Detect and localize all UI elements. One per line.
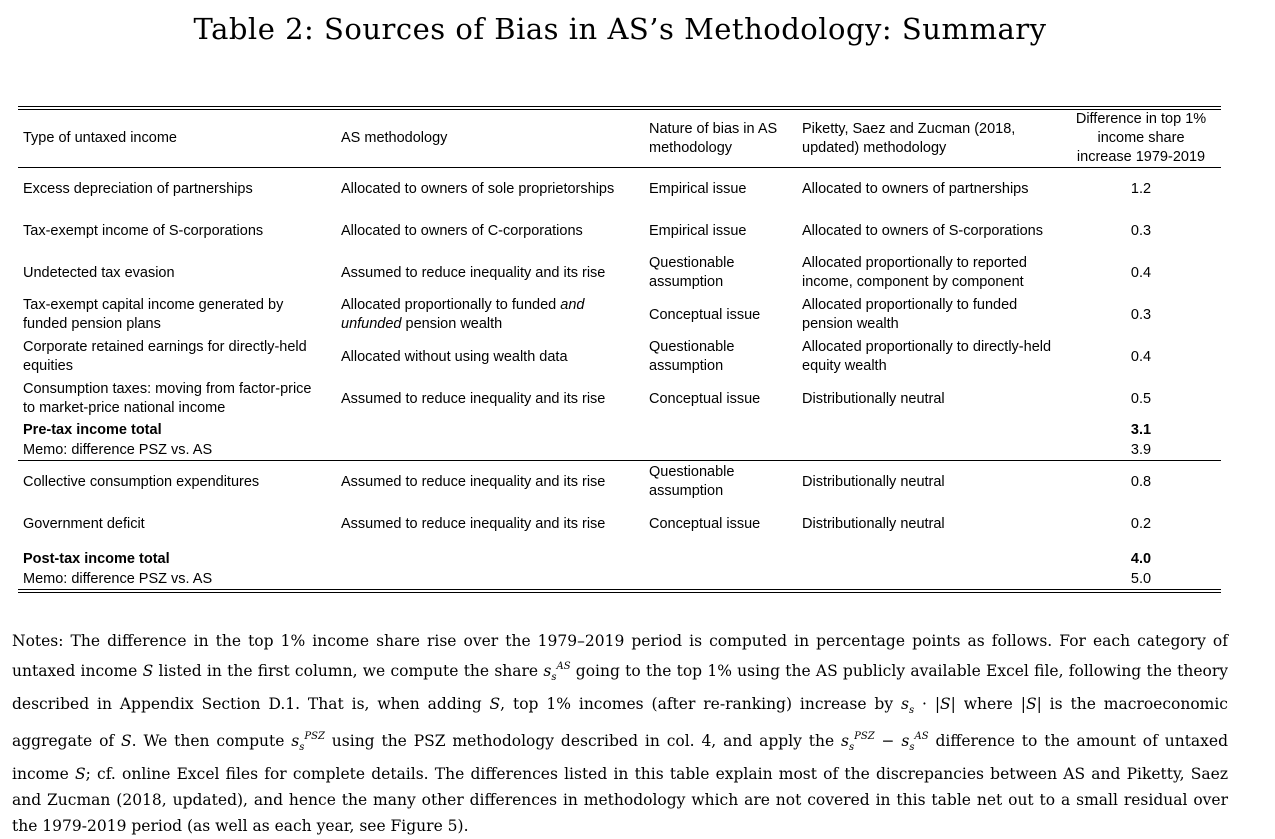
pretax-total-label: Pre-tax income total xyxy=(23,421,162,438)
bias-nature-cell: Questionable assumption xyxy=(649,339,735,374)
table-notes: Notes: The difference in the top 1% income share rise over the 1979–2019 period is computed in percentage points as follows. For each category of untaxed income S listed in the first column, we compute the share $s_s^{AS}$ going to the top 1% using the AS publicly available Excel file, following the theory described in Appendix Section D.1. That is, when adding S, top 1% incomes (after re-ranking) increase by $s_s \cdot |S|$ where |S| is the macroeconomic aggregate of S. We then compute $s_s^{PSZ}$ using the PSZ methodology described in col. 4, and apply the $s_s^{PSZ} - s_s^{AS}$ difference to the amount of untaxed income S; cf. online Excel files for complete details. The differences listed in this table explain most of the discrepancies between AS and Piketty, Saez and Zucman (2018, updated), and hence the many other differences in methodology which are not covered in this table net out to a small residual over the 1979-2019 period (as well as each year, see Figure 5). xyxy=(12,632,1229,835)
header-row xyxy=(18,110,1221,167)
posttax-total-row xyxy=(18,549,1221,569)
type-cell: Tax-exempt capital income generated by funded pension plans xyxy=(23,297,284,332)
psz-method-cell: Allocated proportionally to funded pension wealth xyxy=(802,297,1018,332)
table-title: Table 2: Sources of Bias in AS’s Methodology: Summary xyxy=(193,12,1047,46)
posttax-memo-label: Memo: difference PSZ vs. AS xyxy=(23,570,213,587)
bias-summary-table xyxy=(18,106,1221,593)
table-row xyxy=(18,503,1221,545)
header-difference: Difference in top 1% income share increase 1979-2019 xyxy=(1075,111,1207,165)
table-row xyxy=(18,378,1221,420)
type-cell: Excess depreciation of partnerships xyxy=(23,180,253,197)
header-type: Type of untaxed income xyxy=(23,130,177,146)
posttax-memo-value: 5.0 xyxy=(1130,570,1152,587)
header-psz-methodology: Piketty, Saez and Zucman (2018, updated) methodology xyxy=(802,120,1016,156)
posttax-total-value: 4.0 xyxy=(1130,550,1152,567)
header-nature-of-bias: Nature of bias in AS methodology xyxy=(649,120,778,156)
bias-nature-cell: Questionable assumption xyxy=(649,464,735,499)
table-row xyxy=(18,336,1221,378)
difference-cell: 0.4 xyxy=(1130,264,1152,281)
bottom-double-rule xyxy=(18,589,1221,593)
header-as-methodology: AS methodology xyxy=(341,130,448,146)
type-cell: Government deficit xyxy=(23,515,145,532)
table-row xyxy=(18,294,1221,336)
pretax-total-value: 3.1 xyxy=(1130,421,1152,438)
bias-nature-cell: Questionable assumption xyxy=(649,255,735,290)
as-method-cell: Allocated proportionally to funded and unfunded pension wealth xyxy=(341,297,585,332)
psz-method-cell: Allocated to owners of partnerships xyxy=(802,180,1029,197)
posttax-total-label: Post-tax income total xyxy=(23,550,170,567)
bias-nature-cell: Conceptual issue xyxy=(649,390,761,407)
psz-method-cell: Allocated proportionally to reported income, component by component xyxy=(802,255,1027,290)
pretax-memo-row xyxy=(18,440,1221,460)
difference-cell: 0.2 xyxy=(1130,515,1152,532)
posttax-memo-row xyxy=(18,569,1221,589)
difference-cell: 0.3 xyxy=(1130,222,1152,239)
type-cell: Undetected tax evasion xyxy=(23,264,175,281)
difference-cell: 0.3 xyxy=(1130,306,1152,323)
bias-nature-cell: Empirical issue xyxy=(649,180,747,197)
bias-nature-cell: Conceptual issue xyxy=(649,515,761,532)
as-method-cell: Assumed to reduce inequality and its rise xyxy=(341,515,606,532)
difference-cell: 0.5 xyxy=(1130,390,1152,407)
bias-nature-cell: Conceptual issue xyxy=(649,306,761,323)
difference-cell: 0.8 xyxy=(1130,473,1152,490)
as-method-cell: Allocated without using wealth data xyxy=(341,348,568,365)
table-row xyxy=(18,252,1221,294)
bias-nature-cell: Empirical issue xyxy=(649,222,747,239)
psz-method-cell: Distributionally neutral xyxy=(802,473,945,490)
type-cell: Tax-exempt income of S-corporations xyxy=(23,222,264,239)
as-method-cell: Assumed to reduce inequality and its rise xyxy=(341,264,606,281)
as-method-cell: Allocated to owners of sole proprietorships xyxy=(341,180,615,197)
type-cell: Corporate retained earnings for directly-held equities xyxy=(23,339,307,374)
table-row xyxy=(18,210,1221,252)
psz-method-cell: Allocated proportionally to directly-held equity wealth xyxy=(802,339,1052,374)
psz-method-cell: Distributionally neutral xyxy=(802,390,945,407)
difference-cell: 1.2 xyxy=(1130,180,1152,197)
type-cell: Collective consumption expenditures xyxy=(23,473,260,490)
pretax-total-row xyxy=(18,420,1221,440)
difference-cell: 0.4 xyxy=(1130,348,1152,365)
psz-method-cell: Allocated to owners of S-corporations xyxy=(802,222,1043,239)
table-row xyxy=(18,461,1221,503)
as-method-cell: Assumed to reduce inequality and its rise xyxy=(341,390,606,407)
psz-method-cell: Distributionally neutral xyxy=(802,515,945,532)
table-row xyxy=(18,168,1221,210)
as-method-cell: Assumed to reduce inequality and its rise xyxy=(341,473,606,490)
pretax-memo-label: Memo: difference PSZ vs. AS xyxy=(23,441,213,458)
pretax-memo-value: 3.9 xyxy=(1130,441,1152,458)
as-method-cell: Allocated to owners of C-corporations xyxy=(341,222,583,239)
type-cell: Consumption taxes: moving from factor-price to market-price national income xyxy=(23,381,312,416)
